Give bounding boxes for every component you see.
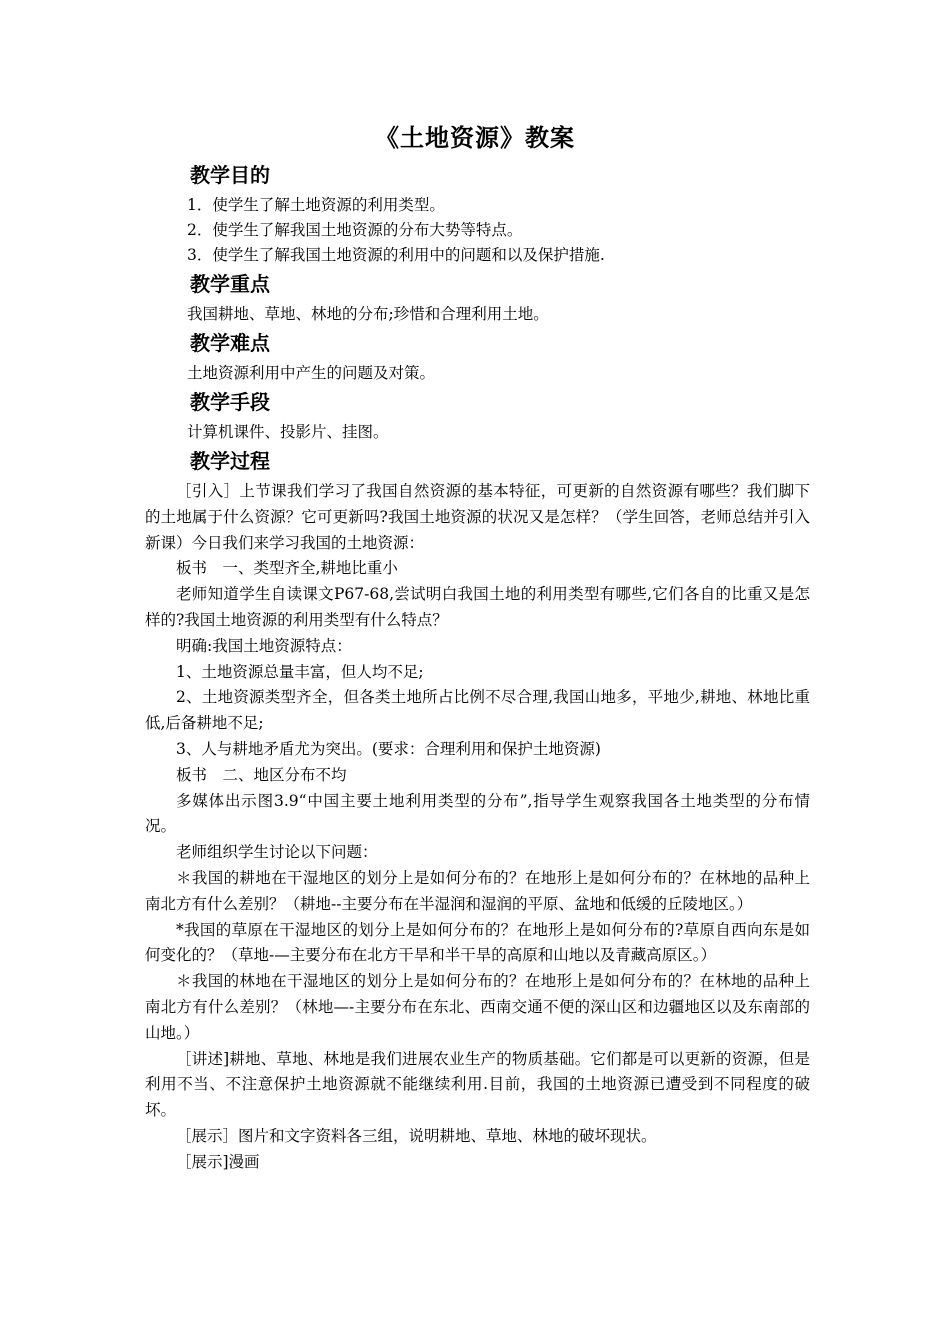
key-points-text: 我国耕地、草地、林地的分布;珍惜和合理利用土地。 (187, 305, 549, 323)
methods-text: 计算机课件、投影片、挂图。 (187, 423, 389, 441)
process-paragraph: *我国的草原在干湿地区的划分上是如何分布的？在地形上是如何分布的?草原自西向东是如何变化的？（草地-—主要分布在北方干旱和半干旱的高原和山地以及青藏高原区。） (145, 920, 810, 965)
process-paragraph: ［讲述]耕地、草地、林地是我们进展农业生产的物质基础。它们都是可以更新的资源，但是利用不当、不注意保护土地资源就不能继续利用.目前，我国的土地资源已遭受到不同程度的破坏。 (145, 1049, 810, 1120)
heading-objectives: 教学目的 (190, 163, 270, 187)
objective-item-1: 1．使学生了解土地资源的利用类型。 (187, 196, 445, 214)
process-paragraph: ＊我国的林地在干湿地区的划分上是如何分布的？在地形上是如何分布的？在林地的品种上南北方有什么差别？（林地—-主要分布在东北、西南交通不便的深山区和边疆地区以及东南部的山地。） (145, 972, 810, 1042)
process-paragraph: ［展示］图片和文字资料各三组，说明耕地、草地、林地的破坏现状。 (176, 1126, 657, 1145)
process-paragraph: 板书 二、地区分布不均 (176, 765, 347, 784)
heading-difficulties: 教学难点 (190, 331, 270, 355)
heading-methods: 教学手段 (190, 390, 270, 414)
process-paragraph: 明确:我国土地资源特点： (176, 636, 352, 655)
process-paragraph: ［引入］上节课我们学习了我国自然资源的基本特征，可更新的自然资源有哪些？我们脚下的土地属于什么资源？它可更新吗?我国土地资源的状况又是怎样？（学生回答，老师总结并引入新课）今日我们来学习我国的土地资源： (145, 482, 810, 552)
process-paragraph: 1、土地资源总量丰富，但人均不足; (176, 662, 424, 681)
heading-process: 教学过程 (190, 449, 270, 473)
process-paragraph: 老师组织学生讨论以下问题： (176, 843, 378, 862)
heading-key-points: 教学重点 (190, 272, 270, 296)
document-title: 《土地资源》教案 (375, 124, 575, 152)
objective-item-3: 3．使学生了解我国土地资源的利用中的问题和以及保护措施. (187, 246, 605, 264)
process-paragraph: 3、人与耕地矛盾尤为突出。(要求：合理利用和保护土地资源) (176, 739, 601, 758)
process-paragraph: 老师知道学生自读课文P67-68,尝试明白我国土地的利用类型有哪些,它们各自的比重又是怎样的?我国土地资源的利用类型有什么特点？ (145, 585, 810, 629)
process-paragraph: ［展示]漫画 (176, 1152, 260, 1171)
difficulties-text: 土地资源利用中产生的问题及对策。 (187, 364, 436, 382)
process-paragraph: 多媒体出示图3.9“中国主要土地利用类型的分布”,指导学生观察我国各土地类型的分布情况。 (145, 791, 810, 836)
process-paragraph: 2、土地资源类型齐全，但各类土地所占比例不尽合理,我国山地多，平地少,耕地、林地比重低,后备耕地不足; (145, 688, 810, 733)
objective-item-2: 2．使学生了解我国土地资源的分布大势等特点。 (187, 221, 523, 239)
process-body (145, 479, 810, 1176)
process-paragraph: ＊我国的耕地在干湿地区的划分上是如何分布的？在地形上是如何分布的？在林地的品种上南北方有什么差别？（耕地--主要分布在半湿润和湿润的平原、盆地和低缓的丘陵地区。） (145, 868, 810, 913)
process-paragraph: 板书 一、类型齐全,耕地比重小 (176, 559, 398, 578)
